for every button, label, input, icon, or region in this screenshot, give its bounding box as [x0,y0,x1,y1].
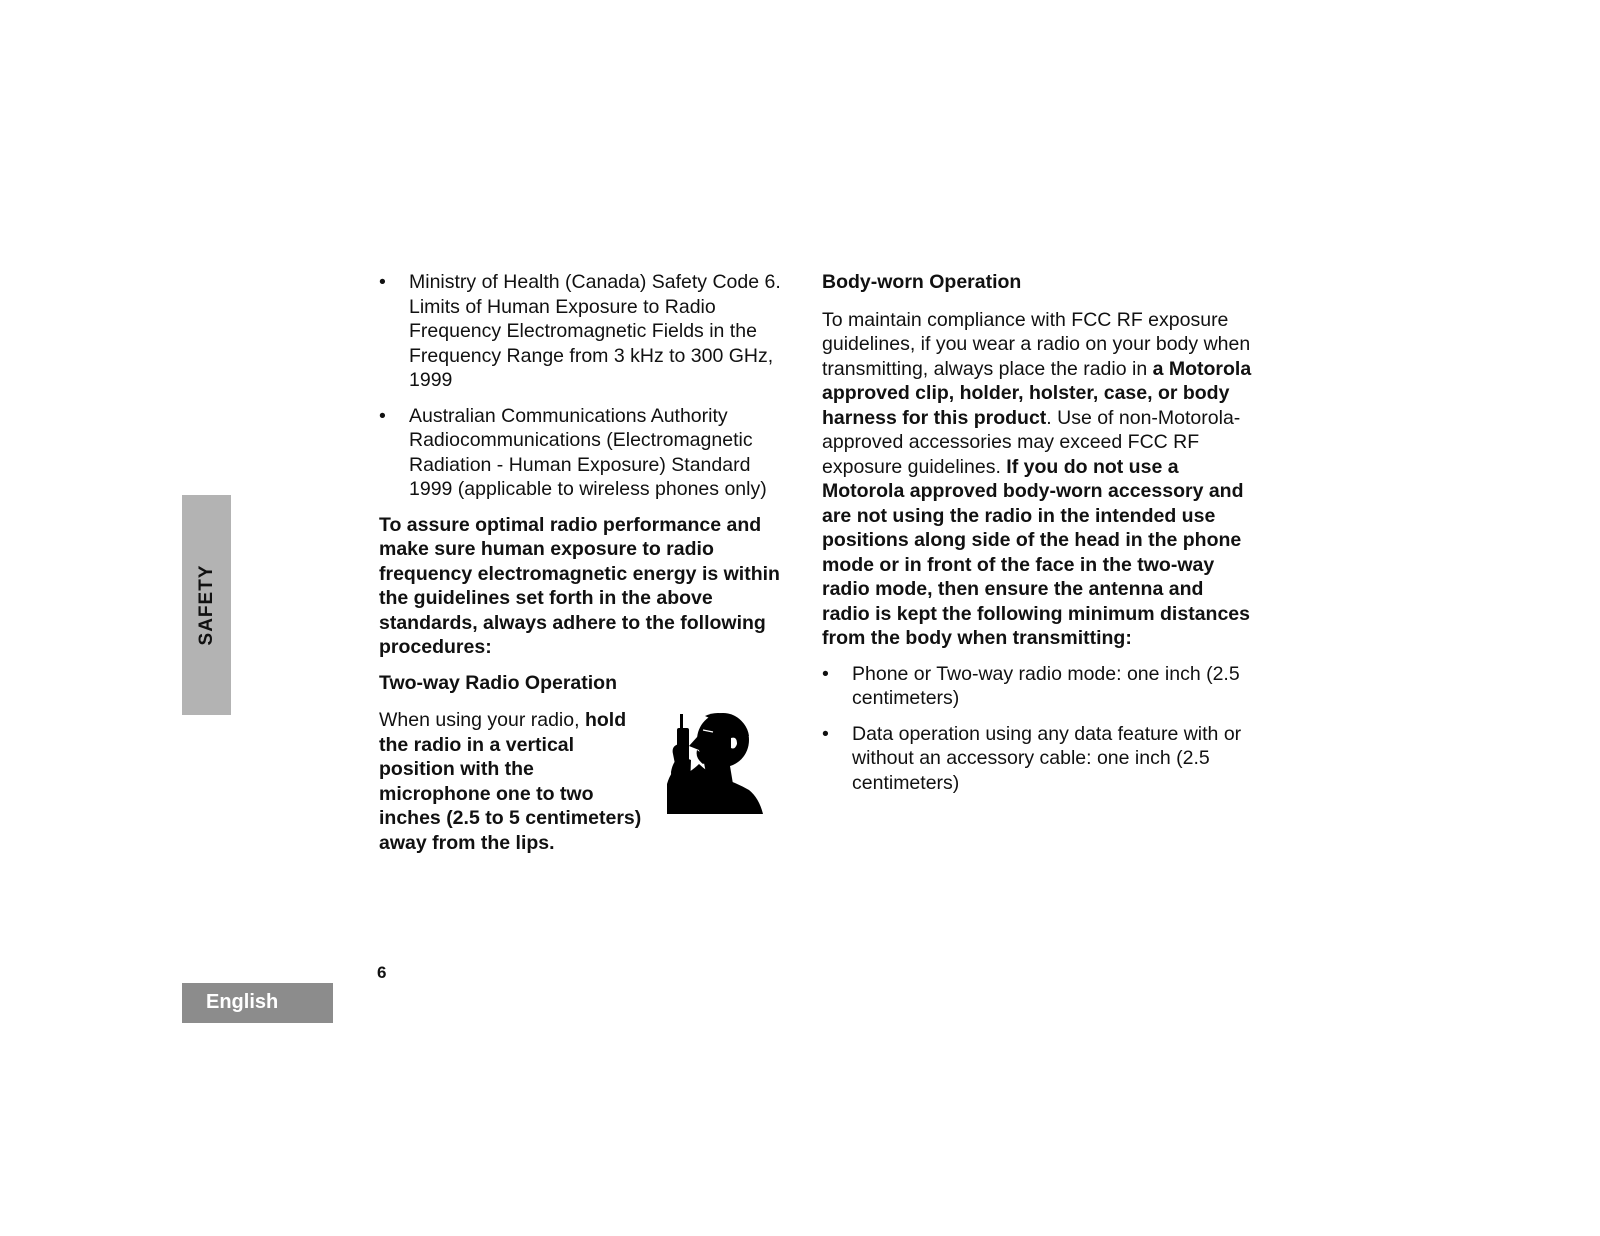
page-number: 6 [377,963,387,982]
list-item [379,270,799,393]
body-worn-heading: Body-worn Operation [822,271,1022,293]
list-item [822,662,1252,711]
list-item-text: Australian Communications Authority Radiocommunications (Electromagnetic Radiation - Human Exposure) Standard 1999 (applicable to wireless phones only) [409,404,767,500]
safety-section-tab [182,495,231,715]
list-item-text: Ministry of Health (Canada) Safety Code 6. Limits of Human Exposure to Radio Frequency Electromagnetic Fields in the Frequency Range from 3 kHz to 300 GHz, 1999 [409,271,781,391]
list-item-text: Phone or Two-way radio mode: one inch (2.5 centimeters) [852,662,1240,709]
left-column [379,270,799,855]
procedures-statement: To assure optimal radio performance and make sure human exposure to radio frequency electromagnetic energy is within the guidelines set forth in the above standards, always adhere to the following procedures: [379,513,780,658]
person-with-radio-icon [667,712,763,814]
language-tab-label: English [206,991,279,1013]
right-column [822,270,1252,806]
language-tab [182,983,333,1023]
list-item [822,722,1252,796]
body-worn-bold-1: a Motorola approved clip, holder, holster, case, or body harness for this product [822,357,1252,429]
bullet-marker: • [822,662,829,685]
two-way-radio-section [379,708,799,855]
bullet-marker: • [379,271,386,293]
two-way-radio-text [379,708,649,855]
list-item-text: Data operation using any data feature with or without an accessory cable: one inch (2.5 centimeters) [852,722,1242,794]
two-way-radio-text-normal: When using your radio, [379,709,585,731]
two-way-radio-heading: Two-way Radio Operation [379,671,617,694]
body-worn-paragraph [822,308,1252,651]
body-worn-text-1: To maintain compliance with FCC RF exposure guidelines, if you wear a radio on your body when transmitting, always place the radio in [822,308,1251,380]
body-worn-text-2: . Use of non-Motorola-approved accessories may exceed FCC RF exposure guidelines. [822,406,1241,478]
two-way-radio-text-bold: hold the radio in a vertical position with the microphone one to two inches (2.5 to 5 centimeters) away from the lips. [379,709,642,854]
list-item [379,404,799,502]
bullet-marker: • [822,722,829,745]
safety-tab-label: SAFETY [195,564,217,646]
bullet-marker: • [379,404,386,427]
body-worn-bold-2: If you do not use a Motorola approved body-worn accessory and are not using the radio in the intended use positions along side of the head in the phone mode or in front of the face in the two-way radio mode, then ensure the antenna and radio is kept the following minimum distances from the body when transmitting: [822,455,1250,649]
